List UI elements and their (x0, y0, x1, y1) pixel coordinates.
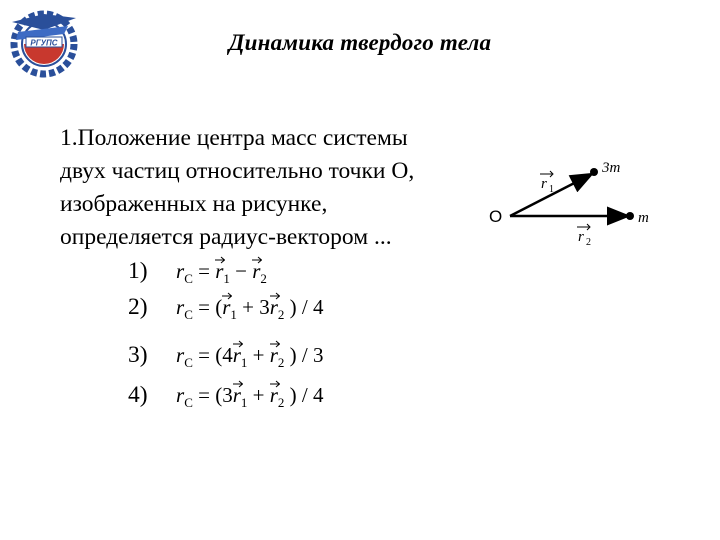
answer-number: 2) (128, 294, 148, 320)
answer-number: 4) (128, 382, 148, 408)
answer-number: 1) (128, 258, 148, 284)
mass2-label: m (638, 210, 649, 226)
page-title: Динамика твердого тела (228, 30, 492, 55)
answer-formula: $r_C = (3$ $r_1$ + $r_2$ ) / 4 (176, 383, 324, 410)
question-line: двух частиц относительно точки О, (60, 158, 415, 184)
mass-m (626, 212, 634, 220)
question-text (60, 122, 414, 254)
r1-label (540, 171, 554, 195)
question-line: 1.Положение центра масс системы (60, 125, 408, 151)
question-line: изображенных на рисунке, (60, 191, 328, 217)
answer-number: 3) (128, 342, 148, 368)
vector-r1 (510, 175, 590, 216)
vector-figure (484, 150, 690, 250)
svg-text:2: 2 (586, 237, 591, 248)
answer-formula: $r_C$ = ( $r_1 + 3$ $r_2$ ) / 4 (176, 295, 324, 322)
origin-label: O (489, 207, 503, 226)
answer-formula: $r_C = (4$ $r_1$ + $r_2$ ) / 3 (176, 343, 324, 370)
mass1-label: 3m (602, 160, 621, 176)
logo-text: РГУПС (30, 38, 58, 48)
mass-3m (590, 168, 598, 176)
question-line: определяется радиус-вектором ... (60, 224, 392, 250)
answer-formula: $r_C$ = $r_1$ − $r_2$ (176, 259, 267, 286)
svg-text:r: r (578, 229, 584, 245)
r2-label (577, 224, 591, 248)
svg-text:r: r (541, 176, 547, 192)
svg-text:1: 1 (549, 184, 554, 195)
